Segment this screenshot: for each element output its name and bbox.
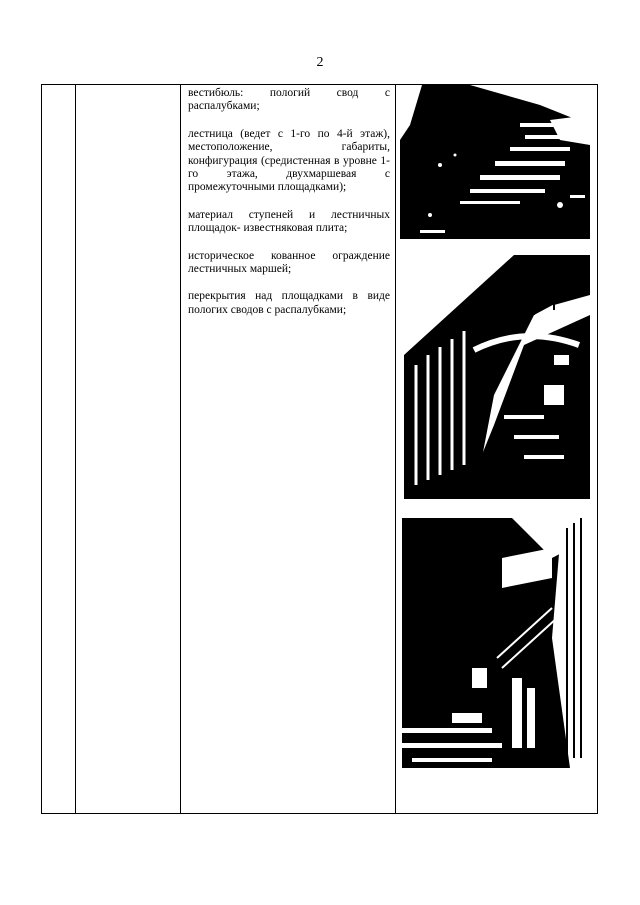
staircase-photo-1 — [400, 85, 590, 239]
paragraph-vestibule: вестибюль: пологий свод с распалубками; — [188, 87, 390, 113]
paragraph-railing: историческое кованное ограждение лестничных маршей; — [188, 249, 390, 276]
staircase-photo-2 — [404, 255, 590, 499]
column-divider-1 — [75, 85, 76, 813]
paragraph-step-material: материал ступеней и лестничных площадок- известняковая плита; — [188, 208, 390, 235]
paragraph-staircase: лестница (ведет с 1-го по 4-й этаж), местоположение, габариты, конфигурация (средистенная в уровне 1-го этажа, двухмаршевая с промежуточными площадками); — [188, 127, 390, 194]
column-divider-3 — [395, 85, 396, 813]
paragraph-ceilings: перекрытия над площадками в виде пологих сводов с распалубками; — [188, 290, 390, 316]
staircase-photo-3 — [402, 518, 590, 768]
page-number: 2 — [316, 55, 324, 70]
content-table — [41, 84, 598, 814]
column-divider-2 — [180, 85, 181, 813]
description-column — [188, 87, 390, 331]
